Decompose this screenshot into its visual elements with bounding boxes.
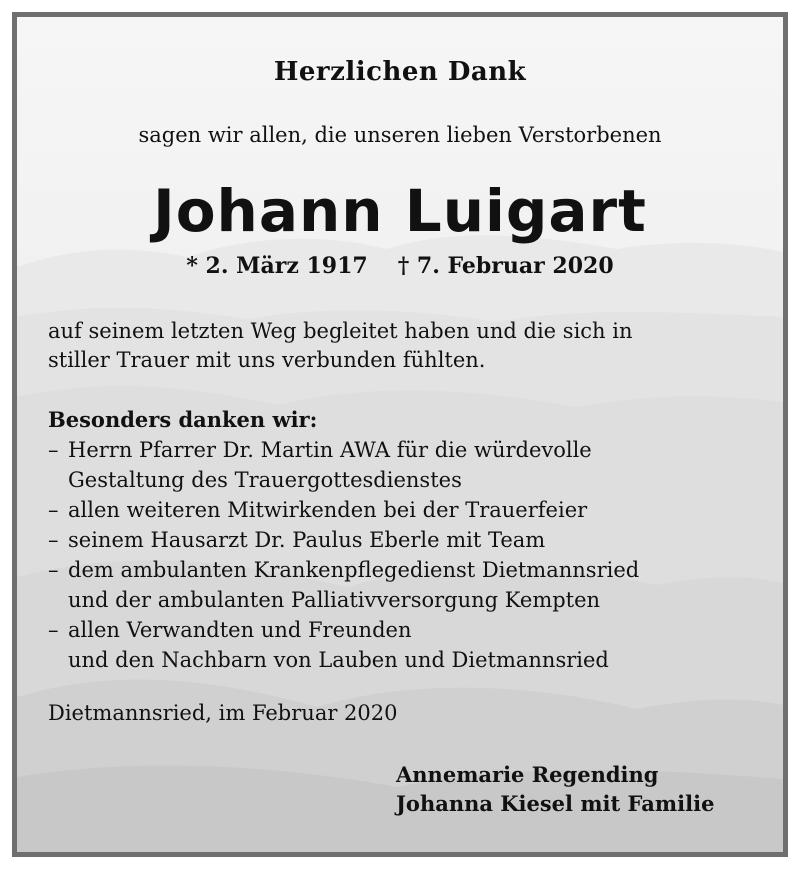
life-dates <box>17 253 783 279</box>
dash: – <box>48 528 59 552</box>
signature-line: Johanna Kiesel mit Familie <box>396 791 715 816</box>
signatures <box>396 760 714 818</box>
list-item-line: allen Verwandten und Freunden <box>68 618 412 642</box>
special-thanks-list <box>48 435 778 675</box>
list-item-line: Herrn Pfarrer Dr. Martin AWA für die würdevolle <box>68 438 592 462</box>
heading: Herzlichen Dank <box>273 57 527 87</box>
birth-date: * 2. März 1917 <box>186 253 368 279</box>
list-item-line: dem ambulanten Krankenpflegedienst Dietmannsried <box>68 558 640 582</box>
paragraph-line: auf seinem letzten Weg begleitet haben und die sich in <box>48 319 633 343</box>
signature-line: Annemarie Regending <box>396 762 659 787</box>
list-item <box>48 495 778 525</box>
dash: – <box>48 438 59 462</box>
dash: – <box>48 498 59 522</box>
dash: – <box>48 558 59 582</box>
list-item-line: Gestaltung des Trauergottesdienstes <box>68 468 462 492</box>
list-item <box>48 435 778 495</box>
special-thanks-title: Besonders danken wir: <box>48 407 318 432</box>
obituary-content <box>17 17 783 852</box>
list-item-line: allen weiteren Mitwirkenden bei der Trauerfeier <box>68 498 588 522</box>
deceased-name: Johann Luigart <box>153 177 647 245</box>
paragraph-line: stiller Trauer mit uns verbunden fühlten. <box>48 348 486 372</box>
dash: – <box>48 618 59 642</box>
list-item <box>48 525 778 555</box>
list-item <box>48 615 778 675</box>
place-and-date: Dietmannsried, im Februar 2020 <box>48 701 398 725</box>
death-date: † 7. Februar 2020 <box>397 253 614 279</box>
list-item-line: und den Nachbarn von Lauben und Dietmannsried <box>68 648 609 672</box>
thanks-paragraph <box>48 317 778 375</box>
obituary-card <box>12 12 788 857</box>
intro-text: sagen wir allen, die unseren lieben Verstorbenen <box>138 123 662 147</box>
list-item-line: seinem Hausarzt Dr. Paulus Eberle mit Team <box>68 528 546 552</box>
list-item <box>48 555 778 615</box>
list-item-line: und der ambulanten Palliativversorgung Kempten <box>68 588 601 612</box>
